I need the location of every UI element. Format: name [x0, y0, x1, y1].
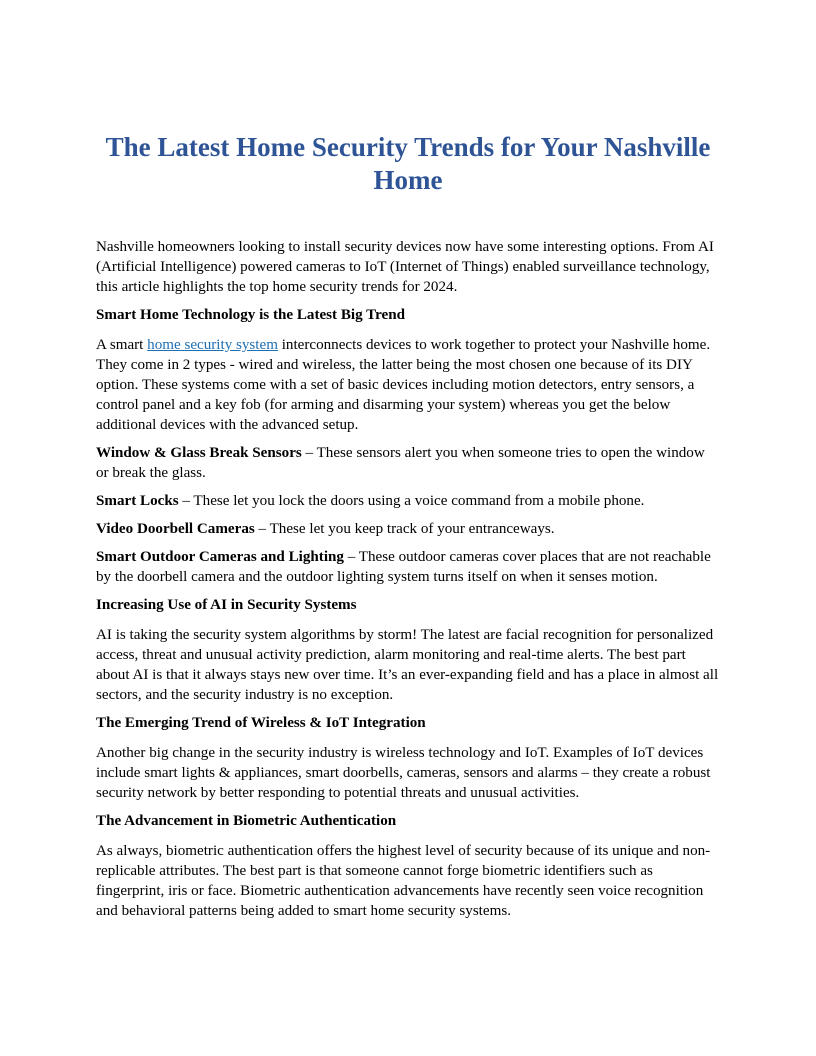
section-heading-biometric: The Advancement in Biometric Authentication	[96, 813, 397, 829]
paragraph-text: interconnects devices to work together to protect your Nashville home. They come in 2 types - wired and wireless, the latter being the most chosen one because of its DIY option. These systems come with a set of basic devices including motion detectors, entry sensors, a control panel and a key fob (for arming and disarming your system) whereas you get the below additional devices with the advanced setup.	[96, 337, 711, 433]
feature-term: Video Doorbell Cameras	[96, 521, 255, 537]
feature-item-smart-locks	[96, 491, 720, 511]
feature-description: – These let you lock the doors using a voice command from a mobile phone.	[178, 493, 645, 509]
paragraph-text: A smart	[96, 337, 148, 353]
smart-home-paragraph	[96, 335, 720, 435]
feature-term: Window & Glass Break Sensors	[96, 445, 302, 461]
section-heading-ai: Increasing Use of AI in Security Systems	[96, 597, 357, 613]
feature-item-doorbell-cameras	[96, 519, 720, 539]
feature-description: – These sensors alert you when someone tries to open the window or break the glass.	[96, 445, 705, 481]
feature-description: – These outdoor cameras cover places that are not reachable by the doorbell camera and the outdoor lighting system turns itself on when it senses motion.	[96, 549, 711, 585]
section-heading-smart-home: Smart Home Technology is the Latest Big Trend	[96, 307, 406, 323]
ai-paragraph: AI is taking the security system algorithms by storm! The latest are facial recognition for personalized access, threat and unusual activity prediction, alarm monitoring and real-time alerts. The best part about AI is that it always stays new over time. It’s an ever-expanding field and has a place in almost all sectors, and the security industry is no exception.	[96, 627, 719, 703]
home-security-system-link[interactable]: home security system	[147, 337, 278, 353]
feature-term: Smart Outdoor Cameras and Lighting	[96, 549, 344, 565]
feature-term: Smart Locks	[96, 493, 179, 509]
intro-paragraph: Nashville homeowners looking to install security devices now have some interesting options. From AI (Artificial Intelligence) powered cameras to IoT (Internet of Things) enabled surveillance technology, this article highlights the top home security trends for 2024.	[96, 239, 714, 295]
feature-item-window-sensors	[96, 443, 720, 483]
feature-item-outdoor-cameras	[96, 547, 720, 587]
biometric-paragraph: As always, biometric authentication offers the highest level of security because of its unique and non-replicable attributes. The best part is that someone cannot forge biometric identifiers such as fingerprint, iris or face. Biometric authentication advancements have recently seen voice recognition and behavioral patterns being added to smart home security systems.	[96, 843, 711, 919]
wireless-iot-paragraph: Another big change in the security industry is wireless technology and IoT. Examples of IoT devices include smart lights & appliances, smart doorbells, cameras, sensors and alarms – they create a robust security network by better responding to potential threats and unusual activities.	[96, 745, 711, 801]
section-heading-wireless-iot: The Emerging Trend of Wireless & IoT Integration	[96, 715, 426, 731]
feature-description: – These let you keep track of your entranceways.	[254, 521, 555, 537]
page-title: The Latest Home Security Trends for Your Nashville Home	[105, 132, 711, 195]
